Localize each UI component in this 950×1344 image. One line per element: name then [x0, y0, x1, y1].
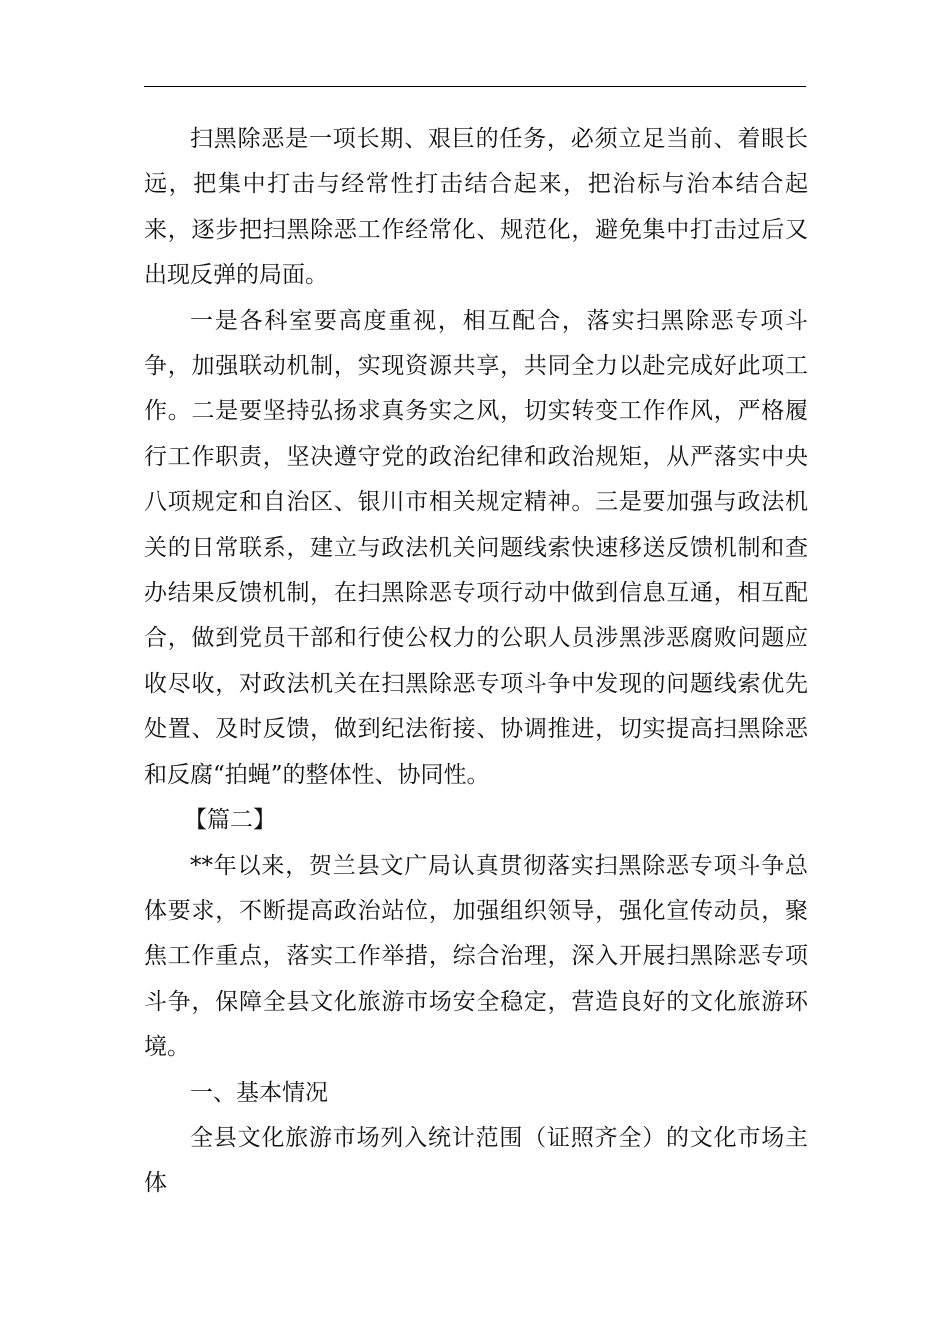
- section-heading-basic-situation: 一、基本情况: [190, 1079, 328, 1106]
- section-heading-part-two: 【篇二】: [184, 807, 276, 834]
- header-rule: [144, 86, 806, 87]
- paragraph-task-overview: 扫黑除恶是一项长期、艰巨的任务，必须立足当前、着眼长远，把集中打击与经常性打击结合起来，把治标与治本结合起来，逐步把扫黑除恶工作经常化、规范化，避免集中打击过后又出现反弹的局面。: [144, 126, 808, 289]
- paragraph-part-two-intro: **年以来，贺兰县文广局认真贯彻落实扫黑除恶专项斗争总体要求，不断提高政治站位，加强组织领导，强化宣传动员，聚焦工作重点，落实工作举措，综合治理，深入开展扫黑除恶专项斗争，保障全县文化旅游市场安全稳定，营造良好的文化旅游环境。: [144, 852, 808, 1061]
- paragraph-work-requirements: 一是各科室要高度重视，相互配合，落实扫黑除恶专项斗争，加强联动机制，实现资源共享，共同全力以赴完成好此项工作。二是要坚持弘扬求真务实之风，切实转变工作作风，严格履行工作职责，坚决遵守党的政治纪律和政治规矩，从严落实中央八项规定和自治区、银川市相关规定精神。三是要加强与政法机关的日常联系，建立与政法机关问题线索快速移送反馈机制和查办结果反馈机制，在扫黑除恶专项行动中做到信息互通，相互配合，做到党员干部和行使公权力的公职人员涉黑涉恶腐败问题应收尽收，对政法机关在扫黑除恶专项斗争中发现的问题线索优先处置、及时反馈，做到纪法衔接、协调推进，切实提高扫黑除恶和反腐“拍蝇”的整体性、协同性。: [144, 307, 808, 788]
- document-body: [144, 117, 808, 1207]
- paragraph-market-statistics: 全县文化旅游市场列入统计范围（证照齐全）的文化市场主体: [144, 1124, 808, 1197]
